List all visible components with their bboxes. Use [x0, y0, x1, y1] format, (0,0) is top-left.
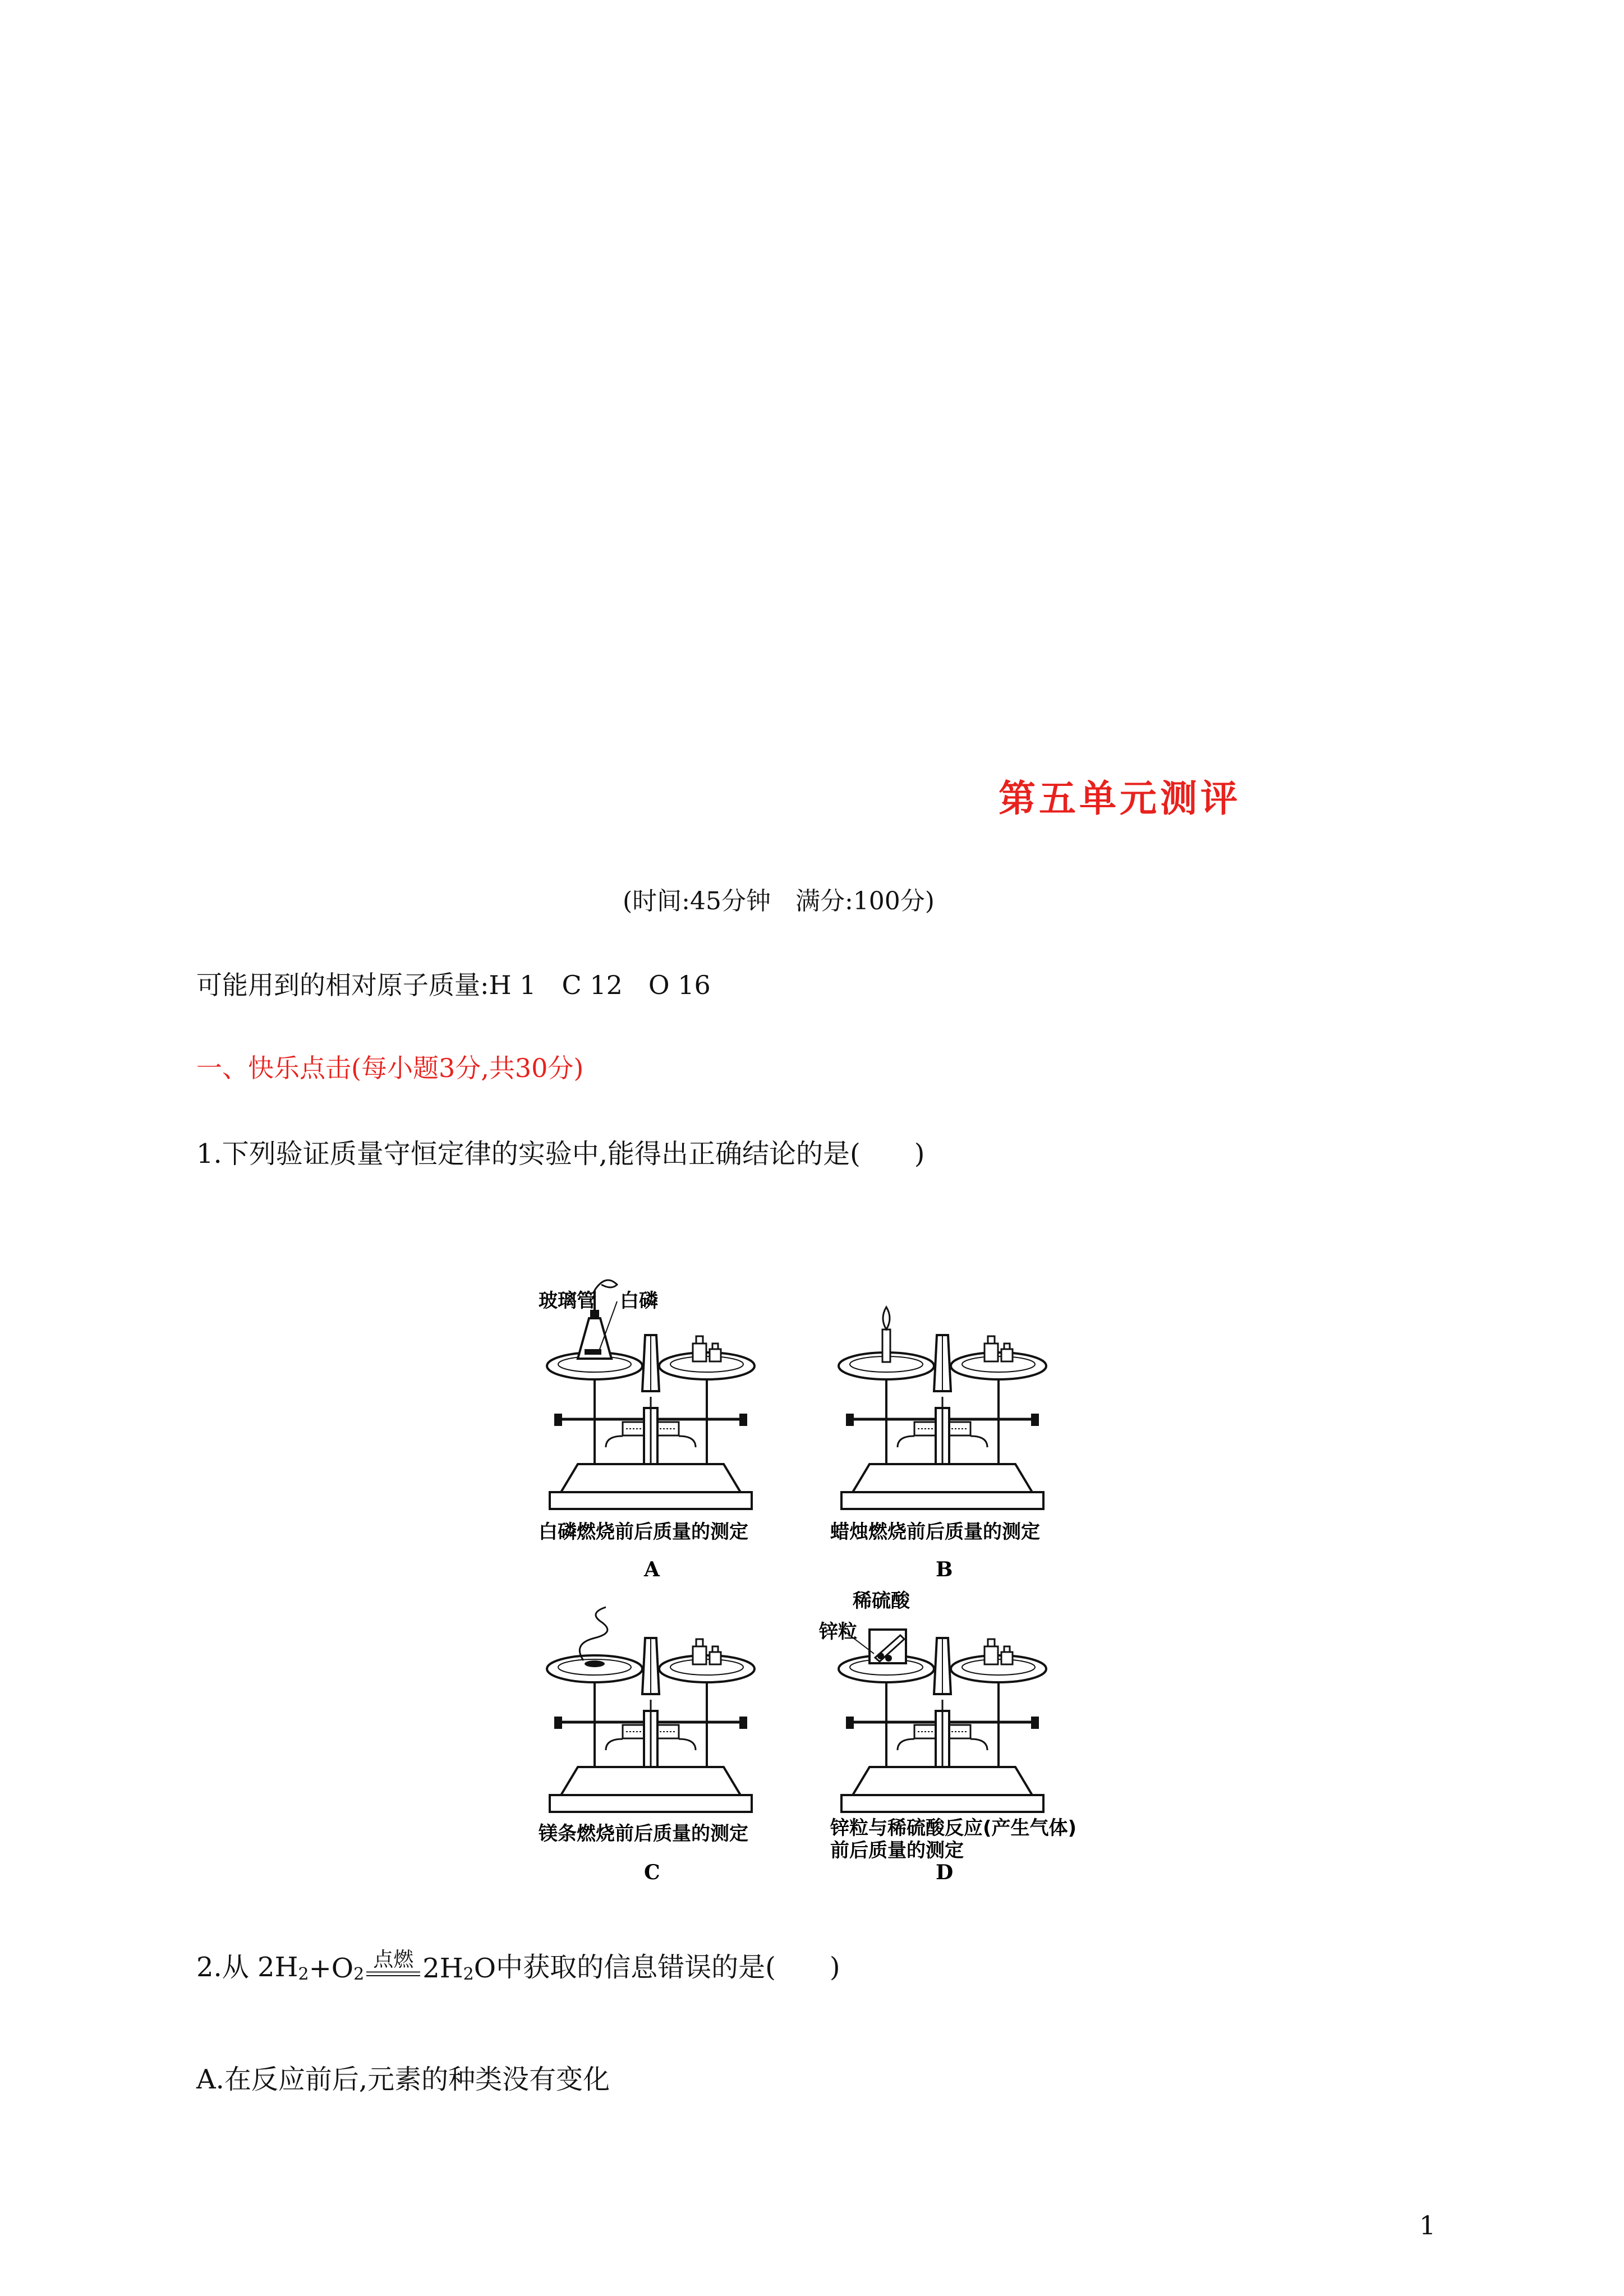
- atomic-masses: 可能用到的相对原子质量:H 1 C 12 O 16: [196, 970, 711, 1000]
- q2-plus: +O: [309, 1953, 354, 1984]
- caption-a: 白磷燃烧前后质量的测定: [539, 1521, 748, 1543]
- page-number: 1: [1419, 2210, 1436, 2240]
- q2-product: 2H: [422, 1953, 463, 1984]
- letter-b: B: [936, 1558, 953, 1581]
- caption-c: 镁条燃烧前后质量的测定: [539, 1823, 748, 1845]
- equals-sign: [366, 1971, 420, 1976]
- balance-diagrams: [539, 1279, 1099, 1885]
- letter-d: D: [936, 1861, 954, 1884]
- reaction-arrow: [366, 1949, 420, 1984]
- question-2: [196, 1945, 840, 1984]
- balance-d: [839, 1630, 1046, 1812]
- q2-sub1: 2: [298, 1964, 309, 1984]
- time-info: (时间:45分钟 满分:100分): [623, 887, 935, 915]
- caption-d-line2: 前后质量的测定: [830, 1839, 964, 1862]
- q2-product-end: O: [473, 1953, 496, 1984]
- letter-c: C: [644, 1861, 660, 1884]
- q2-suffix: 中获取的信息错误的是( ): [496, 1952, 840, 1983]
- page-title: 第五单元测评: [999, 776, 1241, 820]
- q2-sub3: 2: [463, 1964, 474, 1984]
- reaction-condition: 点燃: [373, 1948, 414, 1971]
- caption-d-line1: 锌粒与稀硫酸反应(产生气体): [830, 1817, 1077, 1839]
- q2-sub2: 2: [353, 1964, 365, 1984]
- label-glass-tube: 玻璃管: [539, 1290, 596, 1312]
- section-heading: 一、快乐点击(每小题3分,共30分): [196, 1053, 584, 1083]
- option-a: A.在反应前后,元素的种类没有变化: [196, 2064, 610, 2095]
- caption-b: 蜡烛燃烧前后质量的测定: [830, 1521, 1040, 1543]
- balance-c: [547, 1607, 755, 1812]
- label-zinc-granules: 锌粒: [819, 1621, 857, 1643]
- label-dilute-sulfuric-acid: 稀硫酸: [853, 1590, 910, 1612]
- balance-a: [547, 1280, 755, 1509]
- letter-a: A: [644, 1558, 660, 1581]
- balance-b: [839, 1307, 1046, 1509]
- question-1: 1.下列验证质量守恒定律的实验中,能得出正确结论的是( ): [196, 1138, 925, 1170]
- q2-prefix: 2.从 2H: [196, 1952, 298, 1983]
- balance-figure: [539, 1279, 1099, 1885]
- label-white-phosphorus: 白磷: [620, 1290, 658, 1312]
